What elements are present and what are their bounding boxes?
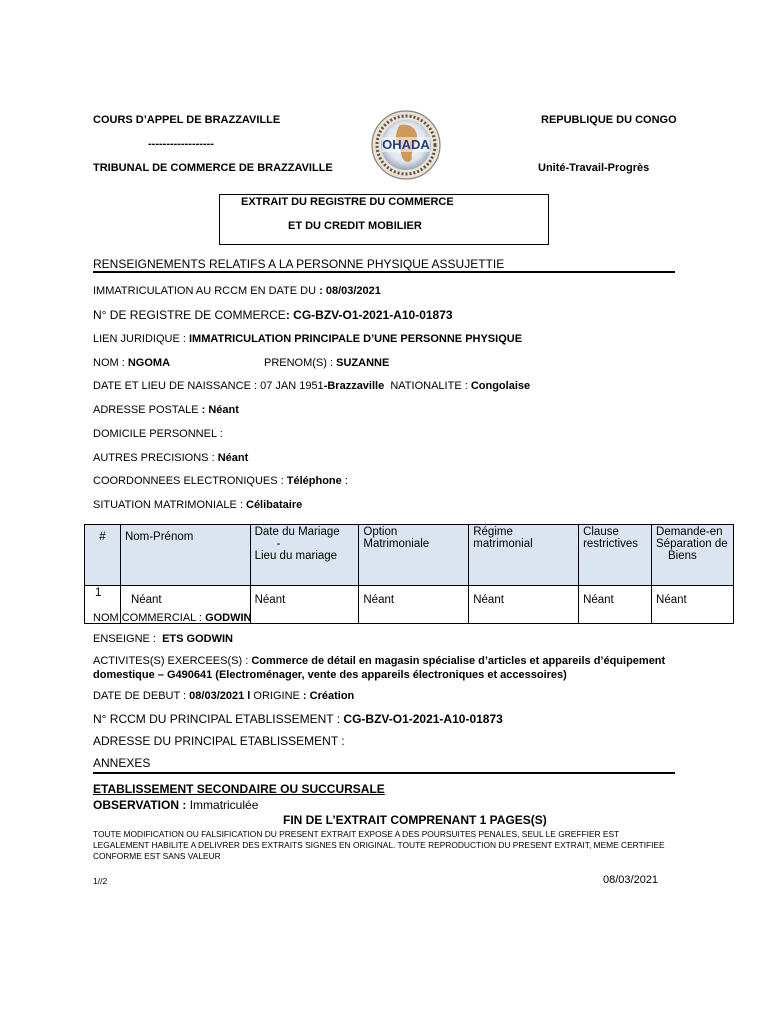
rccm-principal-label: N° RCCM DU PRINCIPAL ETABLISSEMENT :: [93, 712, 341, 726]
coord-value: Téléphone: [286, 475, 342, 487]
col-option-line1: Option: [363, 526, 398, 538]
nationalite-value: Congolaise: [470, 380, 531, 392]
title-line-1: EXTRAIT DU REGISTRE DU COMMERCE: [241, 196, 454, 208]
autres-value: Néant: [217, 452, 249, 464]
ohada-logo: [370, 109, 442, 181]
disclaimer: [93, 829, 665, 862]
col-option: [359, 525, 469, 586]
cell-option: Néant: [359, 586, 469, 624]
registre-label: N° DE REGISTRE DE COMMERCE: [93, 308, 286, 322]
col-date-line3: Lieu du mariage: [254, 550, 338, 562]
nom-commercial-label: NOM COMMERCIAL :: [93, 612, 202, 624]
col-date: [250, 525, 359, 586]
header-dashes: ------------------: [148, 138, 214, 150]
field-coordonnees: [93, 475, 348, 487]
col-demande-line2: Séparation de: [656, 538, 728, 550]
field-activites: [93, 655, 665, 667]
section-heading: RENSEIGNEMENTS RELATIFS A LA PERSONNE PHYSIQUE ASSUJETTIE: [93, 257, 505, 271]
col-clause: [579, 525, 652, 586]
col-option-line2: Matrimoniale: [363, 538, 430, 550]
annexes-heading: ANNEXES: [93, 756, 151, 770]
tribunal-name: TRIBUNAL DE COMMERCE DE BRAZZAVILLE: [93, 162, 333, 174]
prenom-value: SUZANNE: [336, 357, 390, 369]
immat-value: : 08/03/2021: [319, 285, 381, 297]
nom-label: NOM :: [93, 357, 125, 369]
field-adresse-postale: [93, 404, 239, 416]
regime-table: [84, 524, 734, 624]
situation-value: Célibataire: [246, 499, 303, 511]
table-header-row: [85, 525, 734, 586]
cell-clause: Néant: [579, 586, 652, 624]
title-line-2: ET DU CREDIT MOBILIER: [288, 220, 422, 232]
national-motto: Unité-Travail-Progrès: [538, 162, 650, 174]
col-nom: Nom-Prénom: [120, 525, 250, 586]
field-enseigne: [93, 633, 233, 645]
field-nom: [93, 357, 170, 369]
field-immatriculation: [93, 285, 381, 297]
field-nom-commercial: [93, 612, 252, 624]
disclaimer-line1: TOUTE MODIFICATION OU FALSIFICATION DU PRESENT EXTRAIT EXPOSE A DES POURSUITES PENALES, SEUL LE GREFFIER EST: [93, 829, 620, 839]
secondaire-heading: ETABLISSEMENT SECONDAIRE OU SUCCURSALE: [93, 782, 385, 796]
rccm-principal-value: CG-BZV-O1-2021-A10-01873: [343, 712, 503, 726]
field-adresse-principal: ADRESSE DU PRINCIPAL ETABLISSEMENT :: [93, 734, 345, 748]
situation-label: SITUATION MATRIMONIALE :: [93, 499, 243, 511]
origine-value: : Création: [302, 690, 355, 702]
adresse-label: ADRESSE POSTALE: [93, 404, 199, 416]
republic-name: REPUBLIQUE DU CONGO: [541, 114, 677, 126]
enseigne-value: ETS GODWIN: [162, 633, 233, 645]
field-registre: [93, 308, 453, 322]
col-date-line2: -: [276, 538, 281, 550]
disclaimer-line3: CONFORME EST SANS VALEUR: [93, 851, 221, 861]
lien-value: IMMATRICULATION PRINCIPALE D’UNE PERSONNE PHYSIQUE: [188, 333, 523, 345]
enseigne-label: ENSEIGNE :: [93, 633, 156, 645]
field-lien-juridique: [93, 333, 522, 345]
cell-regime: Néant: [469, 586, 579, 624]
field-date-debut: [93, 690, 354, 702]
debut-value: 08/03/2021 l: [189, 690, 251, 702]
activites-label: ACTIVITES(S) EXERCEES(S) :: [93, 655, 249, 667]
nationalite-label: NATIONALITE :: [390, 380, 468, 392]
disclaimer-line2: LEGALEMENT HABILITE A DELIVRER DES EXTRAITS SIGNES EN ORIGINAL. TOUTE REPRODUCTION DU PRESENT EXTRAIT, MEME CERTIFIEE: [93, 840, 665, 850]
field-situation: [93, 499, 302, 511]
section-rule: [93, 271, 675, 273]
fin-extrait: FIN DE L’EXTRAIT COMPRENANT 1 PAGES(S): [283, 813, 547, 827]
lien-label: LIEN JURIDIQUE :: [93, 333, 186, 345]
court-name: COURS D’APPEL DE BRAZZAVILLE: [93, 114, 281, 126]
activites-value-line1: Commerce de détail en magasin spécialise d’articles et appareils d’équipement: [251, 655, 666, 667]
registre-value: : CG-BZV-O1-2021-A10-01873: [285, 308, 453, 322]
field-rccm-principal: [93, 712, 503, 726]
col-regime: Régime matrimonial: [469, 525, 579, 586]
col-demande-line3: Biens: [668, 550, 697, 562]
autres-label: AUTRES PRECISIONS :: [93, 452, 215, 464]
field-domicile: DOMICILE PERSONNEL :: [93, 428, 223, 440]
cell-date: Néant: [250, 586, 359, 624]
activites-value-line2: domestique – G490641 (Electroménager, vente des appareils électroniques et accessoires): [93, 669, 567, 681]
col-clause-line2: restrictives: [583, 538, 639, 550]
observation-value: Immatriculée: [189, 798, 259, 812]
origine-label: ORIGINE: [253, 690, 300, 702]
page-number: 1//2: [93, 876, 108, 886]
nom-value: NGOMA: [127, 357, 171, 369]
debut-label: DATE DE DEBUT :: [93, 690, 187, 702]
annexes-rule: [93, 772, 675, 774]
nom-commercial-value: GODWIN: [205, 612, 252, 624]
ohada-logo-text: OHADA: [382, 137, 430, 152]
adresse-value: : Néant: [201, 404, 239, 416]
observation-label: OBSERVATION :: [93, 798, 187, 812]
field-naissance: [93, 380, 530, 392]
observation: [93, 798, 258, 812]
coord-label: COORDONNEES ELECTRONIQUES :: [93, 475, 284, 487]
col-demande-line1: Demande-en: [656, 526, 723, 538]
col-date-line1: Date du Mariage: [254, 526, 340, 538]
coord-suffix: :: [344, 475, 348, 487]
field-prenom: [264, 357, 389, 369]
col-demande: [652, 525, 734, 586]
cell-demande: Néant: [652, 586, 734, 624]
naissance-label: DATE ET LIEU DE NAISSANCE : 07 JAN 1951: [93, 380, 324, 392]
prenom-label: PRENOM(S) :: [264, 357, 334, 369]
naissance-lieu: -Brazzaville: [323, 380, 385, 392]
field-autres-precisions: [93, 452, 248, 464]
cell-num: 1: [85, 586, 121, 624]
immat-label: IMMATRICULATION AU RCCM EN DATE DU: [93, 285, 317, 297]
cell-nom: Néant: [120, 586, 250, 624]
footer-date: 08/03/2021: [603, 874, 659, 886]
col-clause-line1: Clause: [583, 526, 619, 538]
col-num: #: [85, 525, 121, 586]
